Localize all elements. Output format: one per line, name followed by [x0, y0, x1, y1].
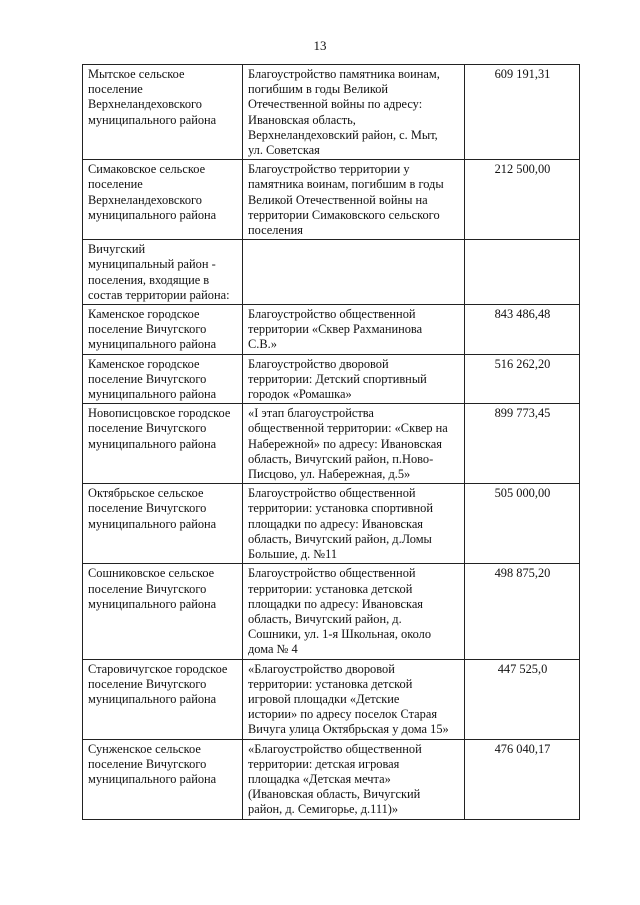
table-row — [83, 564, 580, 659]
table-row — [83, 659, 580, 739]
settlement-line: муниципального района — [88, 337, 217, 352]
table-row — [83, 739, 580, 819]
settlement-line: муниципального района — [88, 691, 217, 706]
project-line: Благоустройство общественной — [248, 566, 416, 581]
settlement-line: поселение Вичугского — [88, 756, 207, 771]
settlement-cell — [83, 659, 243, 739]
amount-cell — [465, 240, 580, 305]
table-row — [83, 305, 580, 355]
project-line: территории: установка детской — [248, 676, 413, 691]
funding-table — [82, 64, 580, 820]
settlement-cell — [83, 240, 243, 305]
project-line: дома № 4 — [248, 642, 298, 657]
settlement-line: муниципального района — [88, 112, 217, 127]
settlement-line: Сунженское сельское — [88, 741, 201, 756]
project-line: Отечественной войны по адресу: — [248, 97, 423, 112]
project-line: погибшим в годы Великой — [248, 82, 389, 97]
project-line: Великой Отечественной войны на — [248, 192, 428, 207]
settlement-line: поселение — [88, 177, 143, 192]
project-line: Благоустройство территории у — [248, 162, 410, 177]
project-line: городок «Ромашка» — [248, 387, 352, 402]
settlement-line: поселения, входящие в — [88, 272, 210, 287]
project-line: территории «Сквер Рахманинова — [248, 322, 423, 337]
project-cell — [243, 305, 465, 355]
project-line: территории Симаковского сельского — [248, 207, 440, 222]
project-cell — [243, 404, 465, 484]
project-line: площадки по адресу: Ивановская — [248, 596, 424, 611]
project-line: (Ивановская область, Вичугский — [248, 787, 421, 802]
table-row — [83, 160, 580, 240]
settlement-line: поселение — [88, 82, 143, 97]
settlement-line: муниципального района — [88, 207, 217, 222]
amount-cell: 447 525,0 — [465, 659, 580, 739]
amount-cell: 505 000,00 — [465, 484, 580, 564]
settlement-line: муниципального района — [88, 387, 217, 402]
project-line: площадка «Детская мечта» — [248, 771, 391, 786]
settlement-cell — [83, 484, 243, 564]
project-line: Набережной» по адресу: Ивановская — [248, 436, 443, 451]
project-line: Благоустройство дворовой — [248, 356, 389, 371]
project-cell — [243, 484, 465, 564]
amount-cell: 498 875,20 — [465, 564, 580, 659]
table-body — [83, 65, 580, 820]
project-line: Большие, д. №11 — [248, 547, 338, 562]
settlement-line: поселение Вичугского — [88, 371, 207, 386]
project-line: район, д. Семигорье, д.111)» — [248, 802, 399, 817]
project-line: территории: установка спортивной — [248, 501, 433, 516]
project-line: Благоустройство общественной — [248, 307, 416, 322]
project-cell — [243, 659, 465, 739]
project-line: поселения — [248, 223, 303, 238]
settlement-line: Сошниковское сельское — [88, 566, 215, 581]
project-line: общественной территории: «Сквер на — [248, 421, 448, 436]
project-line: «Благоустройство общественной — [248, 741, 422, 756]
project-line: игровой площадки «Детские — [248, 691, 400, 706]
settlement-cell — [83, 404, 243, 484]
settlement-cell — [83, 65, 243, 160]
settlement-cell — [83, 739, 243, 819]
project-line: «Благоустройство дворовой — [248, 661, 395, 676]
settlement-cell — [83, 305, 243, 355]
amount-cell: 516 262,20 — [465, 354, 580, 404]
settlement-line: Октябрьское сельское — [88, 486, 204, 501]
project-line: истории» по адресу поселок Старая — [248, 707, 438, 722]
project-line: Верхнеландеховский район, с. Мыт, — [248, 127, 438, 142]
amount-cell: 609 191,31 — [465, 65, 580, 160]
project-line: Писцово, ул. Набережная, д.5» — [248, 467, 411, 482]
amount-cell: 212 500,00 — [465, 160, 580, 240]
table-row — [83, 240, 580, 305]
project-cell — [243, 160, 465, 240]
settlement-line: муниципального района — [88, 516, 217, 531]
project-line: ул. Советская — [248, 143, 320, 158]
project-line: памятника воинам, погибшим в годы — [248, 177, 444, 192]
project-line: территории: Детский спортивный — [248, 371, 427, 386]
amount-cell: 899 773,45 — [465, 404, 580, 484]
settlement-line: поселение Вичугского — [88, 581, 207, 596]
settlement-line: муниципального района — [88, 436, 217, 451]
table-row — [83, 404, 580, 484]
settlement-line: Новописцовское городское — [88, 406, 231, 421]
settlement-line: Каменское городское — [88, 356, 200, 371]
project-cell — [243, 240, 465, 305]
settlement-line: Старовичугское городское — [88, 661, 228, 676]
project-line: область, Вичугский район, д. — [248, 611, 402, 626]
project-cell — [243, 354, 465, 404]
settlement-line: муниципального района — [88, 596, 217, 611]
project-line: Сошники, ул. 1-я Школьная, около — [248, 627, 432, 642]
project-cell — [243, 65, 465, 160]
settlement-line: Вичугский — [88, 242, 146, 257]
settlement-line: Каменское городское — [88, 307, 200, 322]
project-line: «I этап благоустройства — [248, 406, 374, 421]
project-line: С.В.» — [248, 337, 277, 352]
project-cell — [243, 564, 465, 659]
table-row — [83, 354, 580, 404]
settlement-line: Симаковское сельское — [88, 162, 206, 177]
settlement-line: муниципального района — [88, 771, 217, 786]
project-line: Вичуга улица Октябрьская у дома 15» — [248, 722, 449, 737]
settlement-line: поселение Вичугского — [88, 501, 207, 516]
settlement-cell — [83, 564, 243, 659]
settlement-line: поселение Вичугского — [88, 676, 207, 691]
project-line: Благоустройство общественной — [248, 486, 416, 501]
settlement-cell — [83, 354, 243, 404]
amount-cell: 843 486,48 — [465, 305, 580, 355]
project-line: территории: детская игровая — [248, 756, 400, 771]
settlement-line: поселение Вичугского — [88, 421, 207, 436]
project-cell — [243, 739, 465, 819]
table-row — [83, 484, 580, 564]
settlement-line: состав территории района: — [88, 287, 230, 302]
settlement-line: поселение Вичугского — [88, 322, 207, 337]
project-line: площадки по адресу: Ивановская — [248, 516, 424, 531]
settlement-line: Верхнеландеховского — [88, 192, 202, 207]
project-line: Ивановская область, — [248, 112, 356, 127]
project-line: территории: установка детской — [248, 581, 413, 596]
settlement-line: Верхнеландеховского — [88, 97, 202, 112]
settlement-line: муниципальный район - — [88, 257, 216, 272]
project-line: область, Вичугский район, п.Ново- — [248, 451, 434, 466]
settlement-cell — [83, 160, 243, 240]
table-row — [83, 65, 580, 160]
amount-cell: 476 040,17 — [465, 739, 580, 819]
project-line: область, Вичугский район, д.Ломы — [248, 531, 432, 546]
page-number: 13 — [313, 38, 327, 53]
settlement-line: Мытское сельское — [88, 67, 185, 81]
project-line: Благоустройство памятника воинам, — [248, 67, 440, 81]
